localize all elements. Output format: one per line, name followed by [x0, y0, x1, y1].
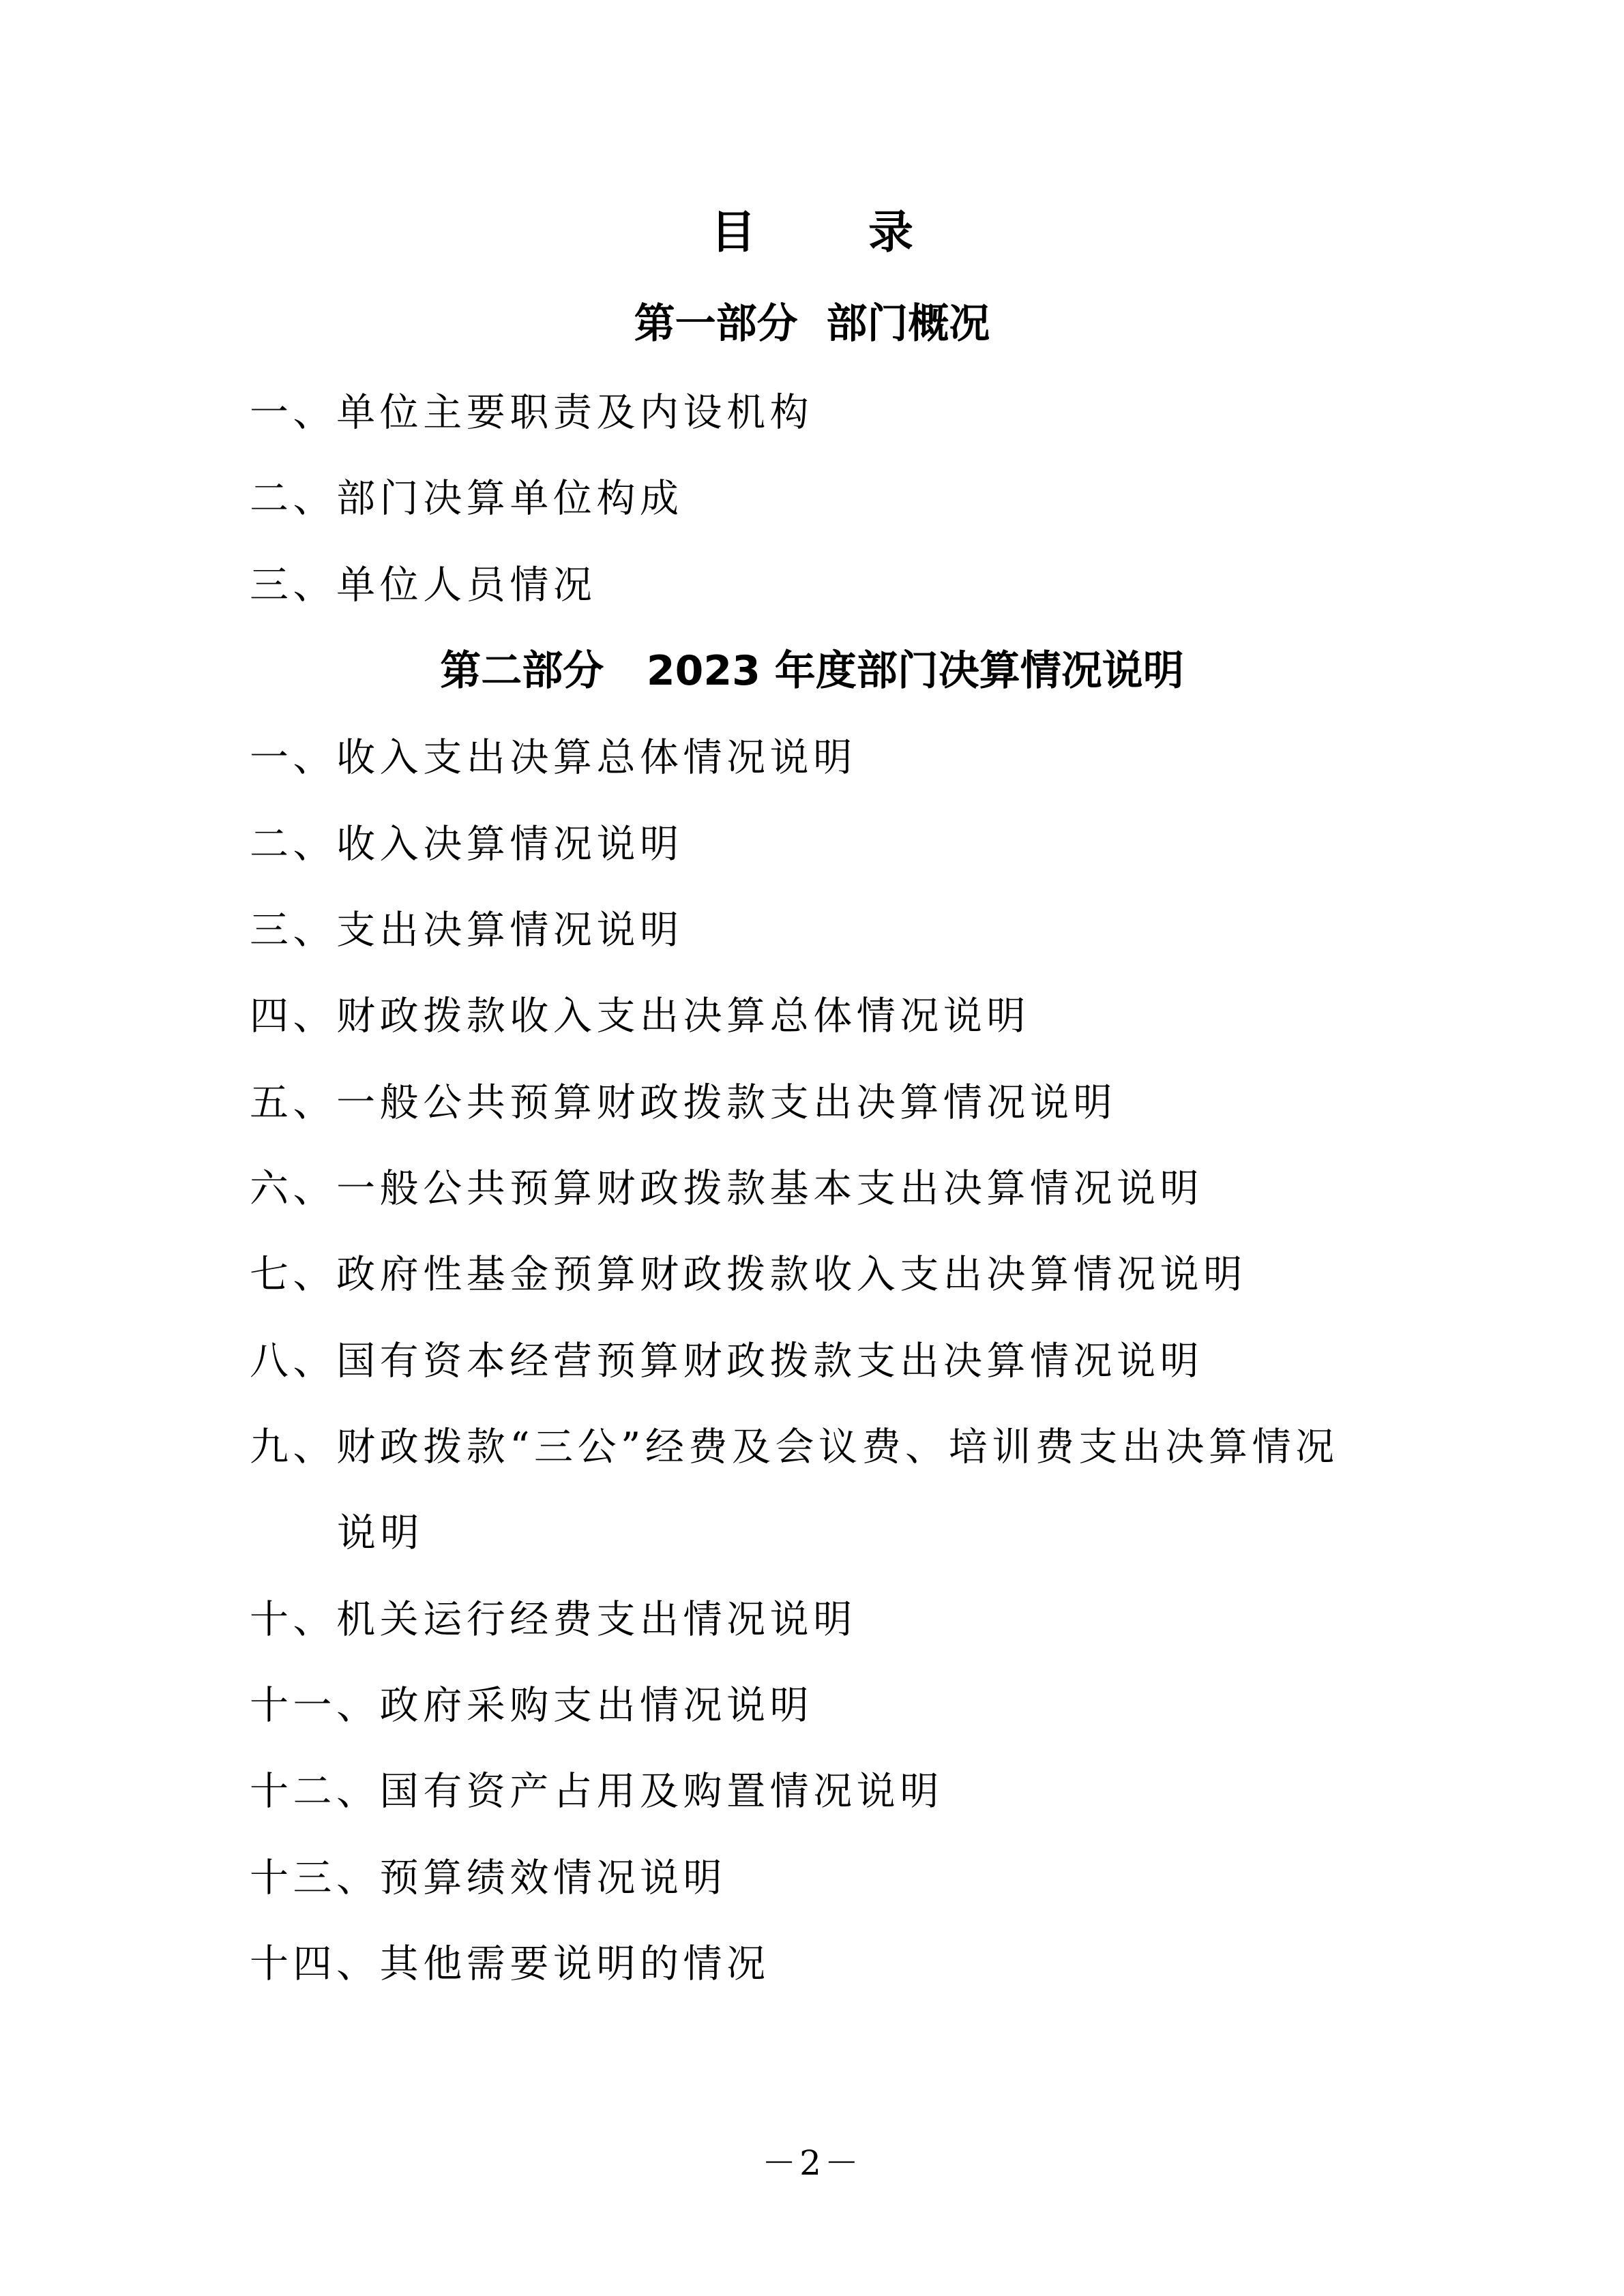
toc-item: 十三、预算绩效情况说明 — [250, 1855, 727, 1900]
toc-item: 七、政府性基金预算财政拨款收入支出决算情况说明 — [250, 1252, 1247, 1297]
toc-item: 十一、政府采购支出情况说明 — [250, 1683, 814, 1728]
toc-item — [250, 1421, 1396, 1559]
toc-item: 三、支出决算情况说明 — [250, 908, 683, 953]
toc-item: 十、机关运行经费支出情况说明 — [250, 1597, 857, 1642]
page-number: －2－ — [762, 2143, 862, 2183]
toc-item: 八、国有资本经营预算财政拨款支出决算情况说明 — [250, 1339, 1204, 1384]
toc-item: 一、单位主要职责及内设机构 — [250, 390, 814, 435]
toc-item: 十二、国有资产占用及购置情况说明 — [250, 1769, 943, 1814]
toc-item: 三、单位人员情况 — [250, 563, 597, 608]
toc-item: 五、一般公共预算财政拨款支出决算情况说明 — [250, 1080, 1117, 1125]
toc-item-text: 九、财政拨款“三公”经费及会议费、培训费支出决算情况 — [250, 1425, 1339, 1470]
toc-item: 二、收入决算情况说明 — [250, 822, 683, 867]
toc-item: 一、收入支出决算总体情况说明 — [250, 735, 857, 780]
toc-item: 六、一般公共预算财政拨款基本支出决算情况说明 — [250, 1166, 1204, 1211]
toc-item: 二、部门决算单位构成 — [250, 476, 683, 521]
toc-item: 十四、其他需要说明的情况 — [250, 1941, 770, 1986]
toc-item: 四、财政拨款收入支出决算总体情况说明 — [250, 994, 1030, 1039]
toc-title: 目 录 — [711, 205, 947, 258]
part1-heading: 第一部分 部门概况 — [634, 300, 990, 348]
toc-item-continuation: 说明 — [337, 1510, 424, 1555]
part2-heading: 第二部分 2023 年度部门决算情况说明 — [440, 647, 1184, 695]
